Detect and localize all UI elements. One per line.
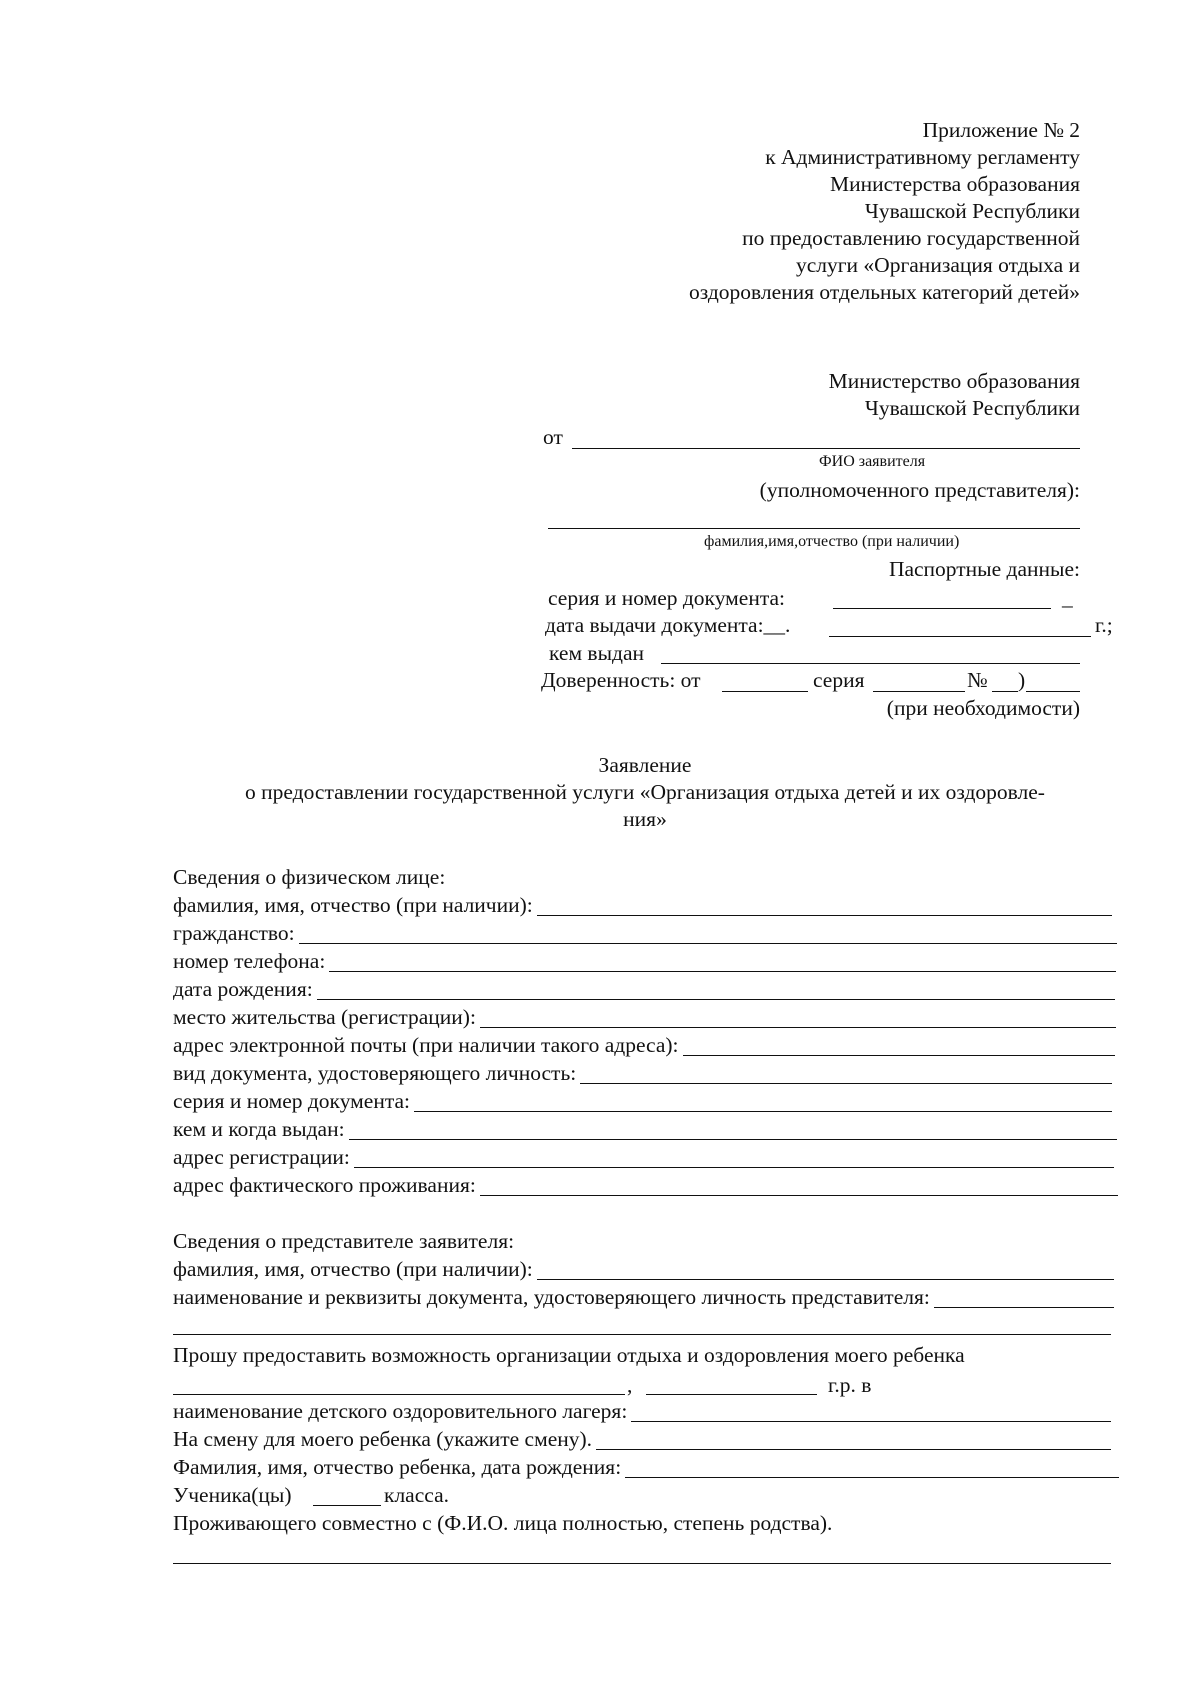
representative-fio-field[interactable] [173,1256,1114,1282]
field-label: адрес фактического проживания: [173,1172,480,1198]
field-label: фамилия, имя, отчество (при наличии): [173,892,537,918]
field-label: адрес электронной почты (при наличии такого адреса): [173,1032,683,1058]
proxy-date-field[interactable] [722,691,808,692]
representative-document-field[interactable] [173,1284,1114,1310]
representative-heading: Сведения о представителе заявителя: [173,1229,515,1253]
representative-document-continuation[interactable] [173,1334,1111,1335]
representative-label: (уполномоченного представителя): [759,478,1080,502]
doc-series-label: серия и номер документа: [548,586,785,610]
registration-address-field[interactable] [173,1144,1114,1170]
shift-field[interactable] [173,1426,1111,1452]
annex-line: Министерства образования [829,172,1080,196]
proxy-extra-field[interactable] [1026,691,1080,692]
field-label: дата рождения: [173,976,317,1002]
field-label: вид документа, удостоверяющего личность: [173,1060,580,1086]
proxy-series-field[interactable] [873,691,965,692]
title-line: Заявление [598,753,692,777]
grade-field[interactable] [313,1505,381,1506]
issued-by-field[interactable] [661,663,1080,664]
person-heading: Сведения о физическом лице: [173,865,446,889]
proxy-note: (при необходимости) [886,696,1080,720]
proxy-series-label: серия [813,668,865,692]
addressee-line: Чувашской Республики [864,396,1080,420]
title-line: ния» [623,807,667,831]
residence-field[interactable] [173,1004,1116,1030]
annex-line: по предоставлению государственной [742,226,1080,250]
doc-series-tail: _ [1062,586,1073,610]
field-label: кем и когда выдан: [173,1116,349,1142]
proxy-paren: ) [1018,668,1026,692]
cohabiting-label: Проживающего совместно с (Ф.И.О. лица полностью, степень родства). [173,1511,833,1535]
field-label: серия и номер документа: [173,1088,414,1114]
fullname-caption: фамилия,имя,отчество (при наличии) [704,533,960,550]
proxy-number-label: № [967,668,988,692]
annex-line: услуги «Организация отдыха и [795,253,1080,277]
email-field[interactable] [173,1032,1115,1058]
child-birth-year-field[interactable] [646,1394,817,1395]
field-label: Фамилия, имя, отчество ребенка, дата рождения: [173,1454,625,1480]
child-fullname-field[interactable] [173,1454,1119,1480]
field-label: место жительства (регистрации): [173,1004,480,1030]
id-document-number-field[interactable] [173,1088,1112,1114]
field-label: наименование и реквизиты документа, удостоверяющего личность представителя: [173,1284,934,1310]
cohabiting-field[interactable] [173,1563,1111,1564]
issue-date-field[interactable] [829,636,1091,637]
fio-caption: ФИО заявителя [819,453,926,470]
title-line: о предоставлении государственной услуги «Организация отдыха детей и их оздоровле- [245,780,1045,804]
issue-date-label: дата выдачи документа:__. [545,613,791,637]
phone-field[interactable] [173,948,1116,974]
pupil-label: Ученика(цы) [173,1483,292,1507]
person-fullname-field[interactable] [173,892,1112,918]
citizenship-field[interactable] [173,920,1117,946]
passport-label: Паспортные данные: [888,557,1080,581]
issued-by-label: кем выдан [549,641,645,665]
from-label: от [543,425,563,449]
proxy-from-label: Доверенность: от [541,668,701,692]
doc-series-field[interactable] [833,608,1051,609]
camp-name-field[interactable] [173,1398,1111,1424]
field-label: номер телефона: [173,948,329,974]
proxy-number-field[interactable] [992,691,1018,692]
field-label: фамилия, имя, отчество (при наличии): [173,1256,537,1282]
field-label: наименование детского оздоровительного лагеря: [173,1398,631,1424]
annex-line: Приложение № 2 [922,118,1080,142]
annex-line: Чувашской Республики [864,199,1080,223]
annex-line: оздоровления отдельных категорий детей» [688,280,1080,304]
request-line: Прошу предоставить возможность организации отдыха и оздоровления моего ребенка [173,1343,965,1367]
addressee-line: Министерство образования [828,369,1080,393]
comma: , [627,1373,633,1397]
representative-fullname-field[interactable] [548,528,1080,529]
field-label: гражданство: [173,920,299,946]
birth-date-field[interactable] [173,976,1115,1002]
issue-date-suffix: г.; [1095,613,1113,637]
annex-line: к Административному регламенту [765,145,1080,169]
field-label: На смену для моего ребенка (укажите смену). [173,1426,596,1452]
id-document-type-field[interactable] [173,1060,1112,1086]
year-suffix: г.р. в [828,1373,872,1397]
grade-label: класса. [384,1483,449,1507]
issued-when-field[interactable] [173,1116,1117,1142]
child-name-field[interactable] [173,1394,625,1395]
field-label: адрес регистрации: [173,1144,354,1170]
applicant-fio-field[interactable] [572,448,1080,449]
actual-address-field[interactable] [173,1172,1118,1198]
